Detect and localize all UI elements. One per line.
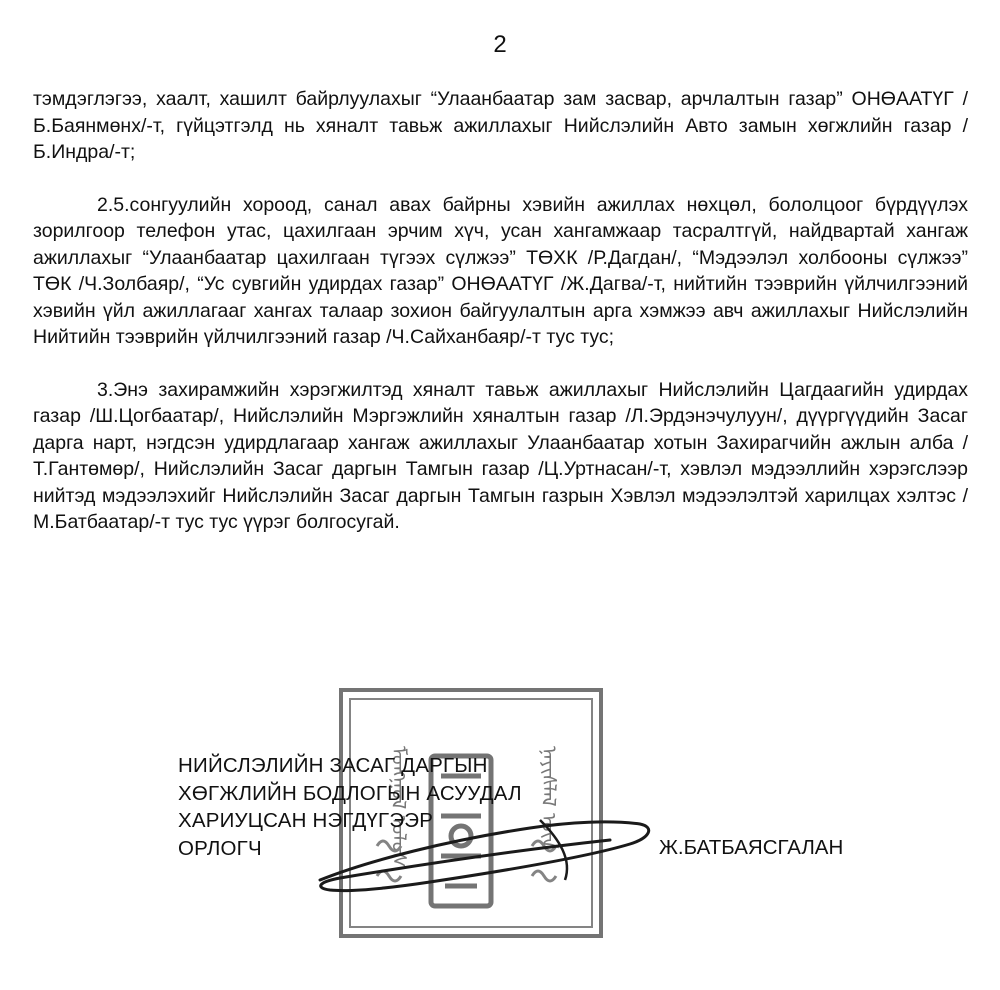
document-body: [33, 86, 968, 536]
seal-text-left: ᠮᠣᠩᠭᠣᠯ ᠤᠯᠤᠰ: [387, 746, 411, 868]
signatory-title-line: НИЙСЛЭЛИЙН ЗАСАГ ДАРГЫН: [178, 754, 488, 777]
signatory-title-line: ХӨГЖЛИЙН БОДЛОГЫН АСУУДАЛ: [178, 781, 522, 805]
signatory-title-line: ХАРИУЦСАН НЭГДҮГЭЭР: [178, 809, 434, 832]
paragraph-continuation: тэмдэглэгээ, хаалт, хашилт байрлуулахыг “Улаанбаатар зам засвар, арчлалтын газар” ОНӨААТҮГ /Б.Баянмөнх/-т, гүйцэтгэлд нь хяналт тавьж ажиллахыг Нийслэлийн Авто замын хөгжлийн газар /Б.Индра/-т;: [33, 88, 968, 163]
signatory-title-line: ОРЛОГЧ: [178, 836, 262, 860]
page-number: 2: [493, 31, 507, 58]
paragraph-3: 3.Энэ захирамжийн хэрэгжилтэд хяналт тавьж ажиллахыг Нийслэлийн Цагдаагийн удирдах газар /Ш.Цогбаатар/, Нийслэлийн Мэргэжлийн хяналтын газар /Л.Эрдэнэчулуун/, дүүргүүдийн Засаг дарга нарт, нэгдсэн удирдлагаар хангаж ажиллахыг Улаанбаатар хотын Захирагчийн ажлын алба /Т.Гантөмөр/, Нийслэлийн Засаг даргын Тамгын газар /Ц.Уртнасан/-т, хэвлэл мэдээллийн хэрэгслээр нийтэд мэдээлэхийг Нийслэлийн Засаг даргын Тамгын газрын Хэвлэл мэдээлэлтэй харилцах хэлтэс /М.Батбаатар/-т тус тус үүрэг болгосугай.: [33, 378, 968, 533]
handwritten-signature: [310, 800, 670, 910]
signatory-name: Ж.БАТБАЯСГАЛАН: [659, 836, 844, 859]
seal-text-right: ᠨᠡᠶᠢᠰᠯᠡᠯ ᠦᠨ: [537, 746, 561, 849]
paragraph-2-5: 2.5.сонгуулийн хороод, санал авах байрны хэвийн ажиллах нөхцөл, бололцоог бүрдүүлэх зорилгоор телефон утас, цахилгаан эрчим хүч, усан хангамжаар тасралтгүй, найдвартай хангаж ажиллахыг “Улаанбаатар цахилгаан түгээх сүлжээ” ТӨХК /Р.Дагдан/, “Мэдээлэл холбооны сүлжээ” ТӨК /Ч.Золбаяр/, “Ус сувгийн удирдах газар” ОНӨААТҮГ /Ж.Дагва/-т, нийтийн тээврийн үйлчилгээний хэвийн үйл ажиллагааг хангах талаар зохион байгуулалтын арга хэмжээ авч ажиллахыг Нийслэлийн Нийтийн тээврийн үйлчилгээний газар /Ч.Сайханбаяр/-т тус тус;: [33, 193, 968, 348]
